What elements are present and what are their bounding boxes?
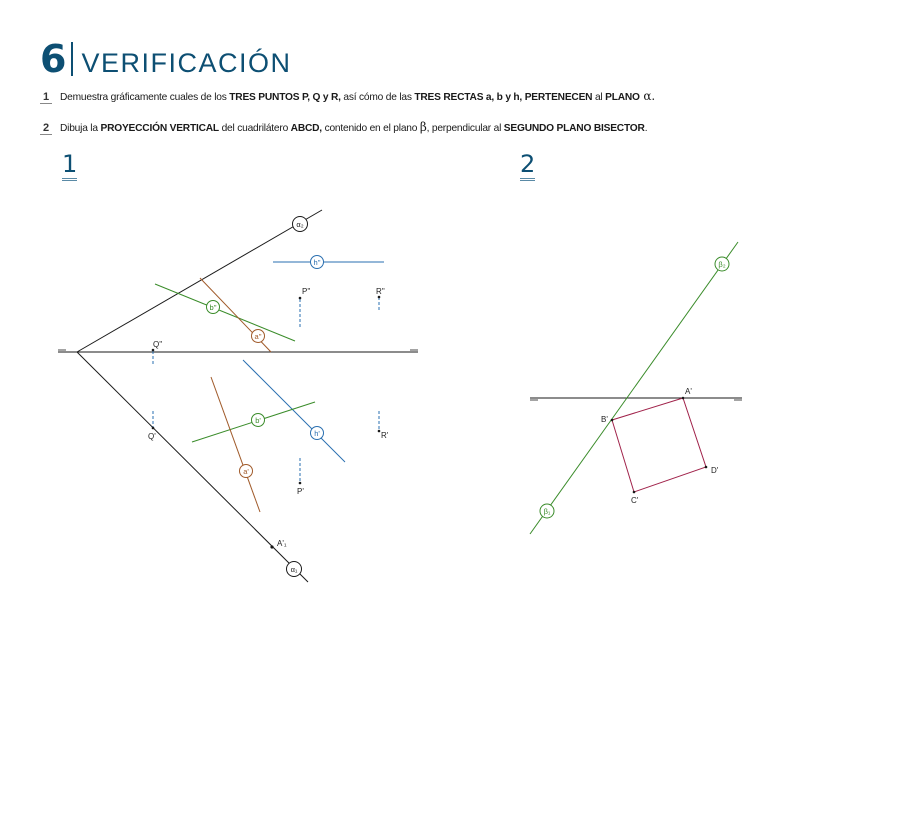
exercise-1-run-0: Demuestra gráficamente cuales de los [60,92,230,103]
label-q-vertical: Q'' [153,340,163,349]
exercise-2-run-1: PROYECCIÓN VERTICAL [100,123,219,134]
diagram-1-label: 1 [62,150,78,178]
exercise-1-number: 1 [40,91,52,104]
label-c: C' [631,496,639,505]
line-b-horizontal-label: b' [255,416,261,425]
exercise-2-run-3: ABCD, [290,123,322,134]
point-c [633,491,636,494]
beta-vertical-trace-label: β₂ [718,260,726,269]
label-r-vertical: R'' [376,287,385,296]
line-b-vertical-label: b'' [209,303,217,312]
point-q-horizontal [152,427,155,430]
beta-trace [530,242,738,534]
alpha-vertical-trace-label: α₂ [296,220,304,229]
label-q-horizontal: Q' [148,432,156,441]
point-q-vertical [152,349,155,352]
exercise-1-run-1: TRES PUNTOS P, Q y R, [229,92,341,103]
exercise-2-run-7: SEGUNDO PLANO BISECTOR [503,123,645,134]
exercise-2-run-4: contenido en el plano [321,123,420,134]
quadrilateral-abcd [612,398,706,492]
point-p-vertical [299,297,302,300]
point-b [611,419,614,422]
point-d [705,466,708,469]
label-a-horizontal: A'₁ [277,539,287,548]
exercise-2-run-6: , perpendicular al [426,123,504,134]
exercise-2-run-8: . [644,123,648,134]
exercise-1-run-5: PLANO [605,92,640,103]
exercise-1-run-3: TRES RECTAS a, b y h, PERTENECEN [414,92,593,103]
line-b-vertical-projection [155,284,295,341]
exercise-2-run-5: β [419,120,427,134]
point-r-horizontal [378,430,381,433]
line-a-horizontal-projection [211,377,260,512]
projection-stubs-1 [153,297,379,483]
label-d: D' [711,466,719,475]
exercise-2-run-2: del cuadrilátero [218,123,291,134]
exercise-1-run-6: α. [639,89,655,103]
point-marks-1 [152,296,381,549]
label-p-horizontal: P' [297,487,304,496]
point-p-horizontal [299,482,302,485]
label-b: B' [601,415,608,424]
exercise-1-run-2: así cómo de las [340,92,415,103]
alpha-horizontal-trace-label: α₁ [290,565,298,574]
point-a-horizontal [270,545,273,548]
exercise-2-number: 2 [40,122,52,135]
point-a [682,397,685,400]
point-r-vertical [378,296,381,299]
diagram-2-label: 2 [520,150,536,178]
line-h-horizontal-label: h' [314,429,320,438]
label-r-horizontal: R' [381,431,389,440]
beta-horizontal-trace-label: β₁ [543,507,551,516]
diagram-1 [58,210,418,582]
point-marks-2 [611,397,708,494]
line-h-horizontal-projection [243,360,345,462]
diagram-2 [530,242,742,534]
line-a-vertical-label: a'' [254,332,262,341]
chapter-number: 6 [40,37,66,81]
line-h-vertical-label: h'' [313,258,321,267]
label-a: A' [685,387,692,396]
line-a-horizontal-label: a' [243,467,249,476]
exercise-2-run-0: Dibuja la [60,123,101,134]
alpha-vertical-trace [77,210,322,352]
exercise-1-run-4: al [592,92,606,103]
label-p-vertical: P'' [302,287,311,296]
chapter-title: VERIFICACIÓN [81,48,292,78]
